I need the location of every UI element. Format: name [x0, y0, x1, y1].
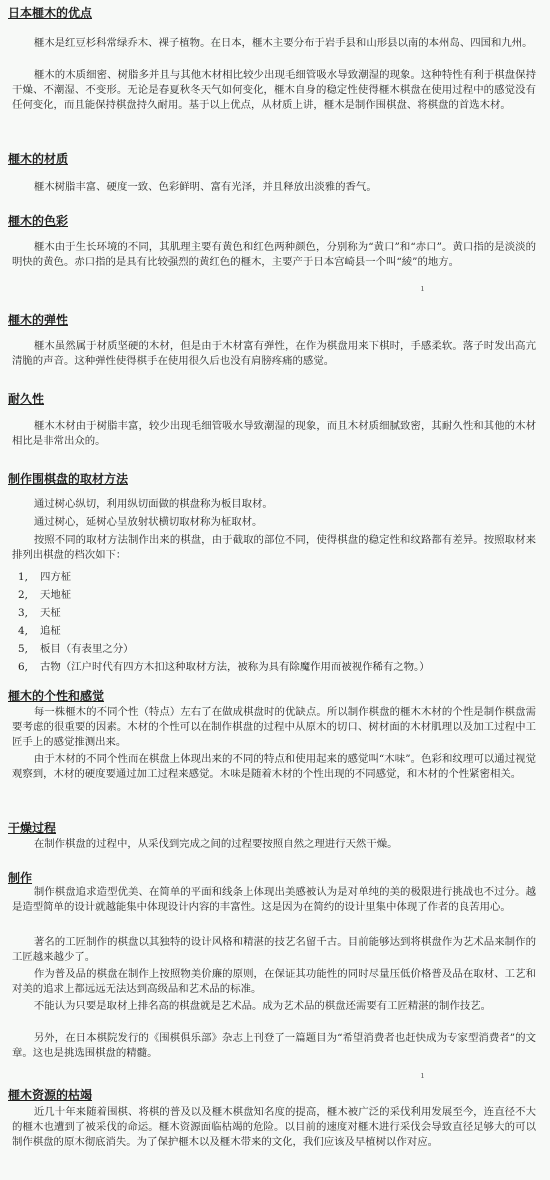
list-item: 5, 板目（有表里之分）	[18, 643, 134, 655]
list-item: 2, 天地柾	[18, 589, 72, 601]
paragraph: 作为普及品的棋盘在制作上按照物美价廉的原则，在保证其功能性的同时尽量压低价格普及品在取材、工艺和对美的追求上都远远无法达到高级品和艺术品的标准。	[12, 968, 536, 995]
paragraph: 每一株榧木的不同个性（特点）左右了在做成棋盘时的优缺点。所以制作棋盘的榧木木材的个性是制作棋盘需要考虑的很重要的因素。木材的个性可以在制作棋盘的过程中从原木的切口、树材面的木材肌理以及加工过程中工匠手上的感觉推测出来。	[12, 706, 536, 748]
paragraph: 不能认为只要是取材上排名高的棋盘就是艺术品。成为艺术品的棋盘还需要有工匠精湛的制作技艺。	[33, 1000, 492, 1012]
section-title-resource: 榧木资源的枯竭	[8, 1088, 93, 1102]
list-item: 4, 追柾	[18, 625, 61, 637]
section-title-character: 榧木的个性和感觉	[8, 689, 105, 703]
paragraph: 在制作棋盘的过程中，从采伐到完成之间的过程要按照自然之理进行天然干燥。	[33, 838, 398, 850]
section-title-color: 榧木的色彩	[8, 214, 69, 228]
list-item: 1, 四方柾	[18, 571, 72, 583]
paragraph: 通过树心，延树心呈放射状横切取材称为柾取材。	[33, 516, 263, 528]
paragraph: 榧木是红豆杉科常绿乔木、裸子植物。在日本，榧木主要分布于岩手县和山形县以南的本州岛、四国和九州。	[33, 37, 533, 49]
paragraph: 榧木树脂丰富、硬度一致、色彩鲜明、富有光泽，并且释放出淡雅的香气。	[33, 181, 377, 193]
paragraph: 由于木材的不同个性而在棋盘上体现出来的不同的特点和使用起来的感觉叫“木味”。色彩和纹理可以通过视觉观察到，木材的硬度要通过加工过程来感觉。木味是随着木材的个性出现的不同感觉，和木材的个性紧密相关。	[12, 753, 536, 780]
scan-mark: ı	[421, 1071, 424, 1081]
list-item: 3, 天柾	[18, 607, 61, 619]
paragraph: 榧木的木质细密、树脂多并且与其他木材相比较少出现毛细管吸水导致潮湿的现象。这种特性有利于棋盘保持干燥、不潮湿、不变形。无论是春夏秋冬天气如何变化，榧木自身的稳定性使得榧木棋盘在使用过程中的感觉没有任何变化，而且能保持棋盘持久耐用。基于以上优点，从材质上讲，榧木是制作围棋盘、将棋盘的首选木材。	[12, 69, 536, 111]
section-title-cutting-method: 制作围棋盘的取材方法	[8, 472, 129, 486]
grade-list	[18, 570, 430, 675]
paragraph: 榧木木材由于树脂丰富，较少出现毛细管吸水导致潮湿的现象，而且木材质细腻致密，其耐久性和其他的木材相比是非常出众的。	[12, 420, 536, 447]
section-title-making: 制作	[8, 871, 33, 885]
paragraph: 另外，在日本棋院发行的《围棋俱乐部》杂志上刊登了一篇题目为“希望消费者也赶快成为专家型消费者”的文章。这也是挑选围棋盘的精髓。	[12, 1032, 536, 1059]
paragraph: 榧木虽然属于材质坚硬的木材，但是由于木材富有弹性，在作为棋盘用来下棋时，手感柔软。落子时发出高亢清脆的声音。这种弹性使得棋手在使用很久后也没有肩膀疼痛的感觉。	[12, 340, 536, 367]
section-title-drying: 干燥过程	[8, 821, 57, 835]
paragraph: 近几十年来随着围棋、将棋的普及以及榧木棋盘知名度的提高，榧木被广泛的采伐利用发展至今，连直径不大的榧木也遭到了被采伐的命运。榧木资源面临枯竭的危险。以目前的速度对榧木进行采伐会导致直径足够大的可以制作棋盘的原木彻底消失。为了保护榧木以及榧木带来的文化，我们应该及早植树以作对应。	[12, 1106, 536, 1148]
paragraph: 著名的工匠制作的棋盘以其独特的设计风格和精湛的技艺名留千古。目前能够达到将棋盘作为艺术品来制作的工匠越来越少了。	[12, 936, 536, 963]
section-title-advantages: 日本榧木的优点	[8, 6, 93, 20]
section-title-elasticity: 榧木的弹性	[8, 313, 69, 327]
section-title-material: 榧木的材质	[8, 152, 69, 166]
paragraph: 榧木由于生长环境的不同，其肌理主要有黄色和红色两种颜色，分别称为“黄口”和“赤口”。黄口指的是淡淡的明快的黄色。赤口指的是具有比较强烈的黄红色的榧木，主要产于日本宫崎县一个叫“綾”的地方。	[12, 241, 536, 268]
paragraph: 制作棋盘追求造型优美、在简单的平面和线条上体现出美感被认为是对单纯的美的极限进行挑战也不过分。越是造型简单的设计就越能集中体现设计内容的丰富性。这是因为在简约的设计里集中体现了作者的良苦用心。	[12, 886, 536, 913]
paragraph: 按照不同的取材方法制作出来的棋盘，由于截取的部位不同，使得棋盘的稳定性和纹路都有差异。按照取材来排列出棋盘的档次如下：	[12, 534, 536, 561]
scan-mark: ı	[421, 284, 424, 294]
list-item: 6, 古物（江户时代有四方木扣这种取材方法，被称为具有除魔作用而被视作稀有之物。）	[18, 661, 430, 673]
section-title-durability: 耐久性	[8, 392, 45, 406]
paragraph: 通过树心纵切，利用纵切面做的棋盘称为板目取材。	[33, 498, 273, 510]
